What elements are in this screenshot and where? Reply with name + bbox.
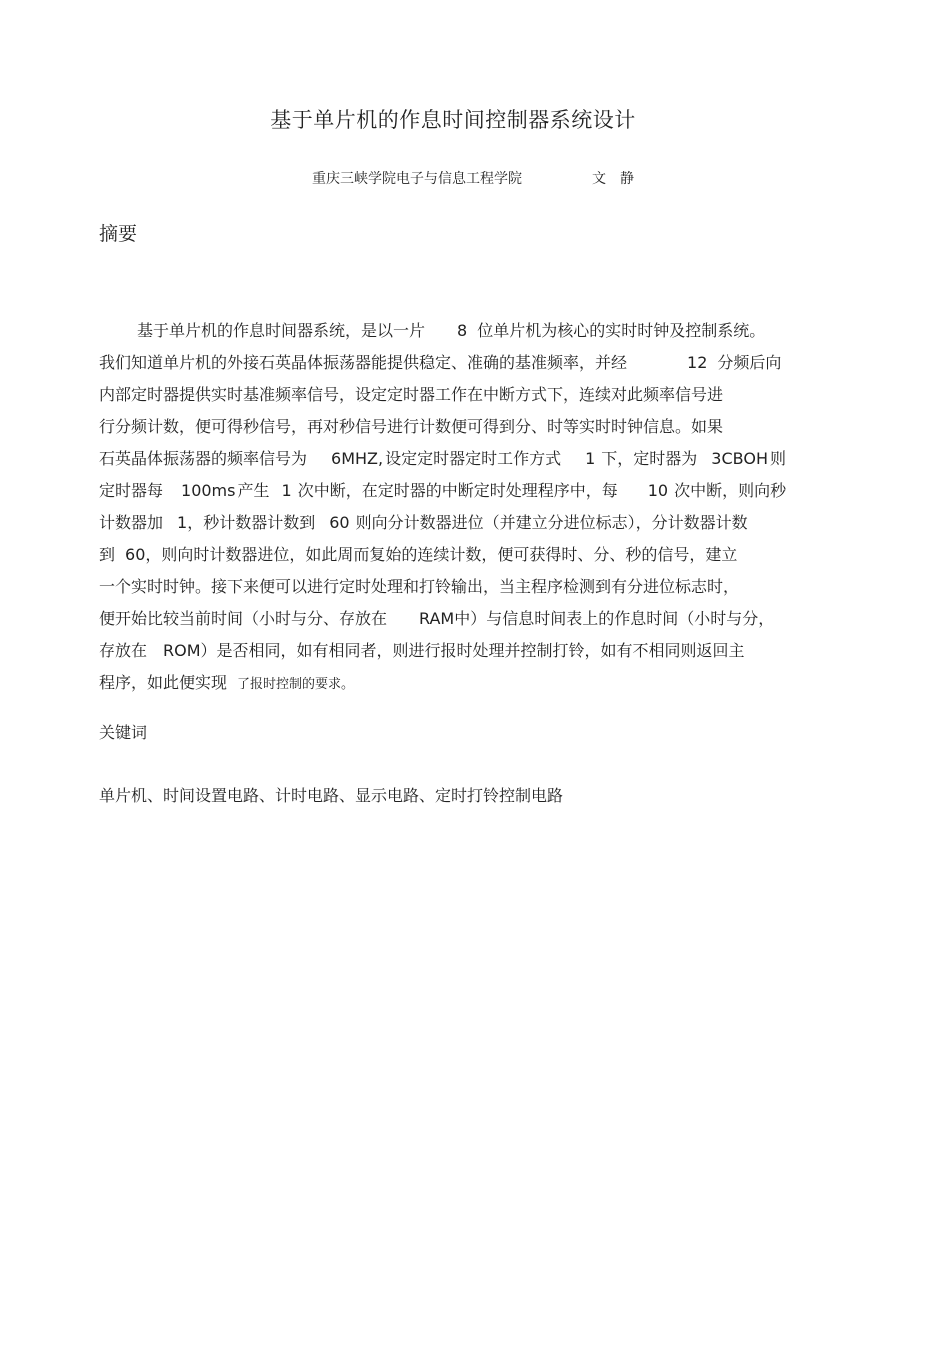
text-run: 石英晶体振荡器的频率信号为 — [99, 449, 308, 468]
text-run: 便开始比较当前时间（小时与分、存放在 — [99, 609, 388, 628]
text-run: 中）与信息时间表上的作息时间（小时与分， — [454, 609, 775, 628]
keywords-heading: 关键词 — [99, 723, 148, 742]
text-run: 60 — [125, 545, 146, 564]
paper-title: 基于单片机的作息时间控制器系统设计 — [270, 108, 636, 132]
text-run: 存放在 — [99, 641, 148, 660]
abstract-line — [99, 574, 739, 600]
text-run: 产生 — [237, 481, 270, 500]
abstract-line — [99, 638, 745, 664]
text-run: 次中断，在定时器的中断定时处理程序中，每 — [297, 481, 618, 500]
text-run: 程序，如此便实现 — [99, 673, 228, 692]
text-run: 1 — [177, 513, 188, 532]
text-run: 位单片机为核心的实时时钟及控制系统。 — [477, 321, 766, 340]
text-run: 内部定时器提供实时基准频率信号，设定定时器工作在中断方式下，连续对此频率信号进 — [99, 385, 724, 404]
text-run: 8 — [457, 321, 468, 340]
text-run: 100ms — [181, 481, 236, 500]
author-name: 文静 — [592, 171, 648, 187]
abstract-line — [99, 350, 781, 376]
text-run: 计数器加 — [99, 513, 164, 532]
text-run: 行分频计数，便可得秒信号，再对秒信号进行计数便可得到分、时等实时时钟信息。如果 — [99, 417, 724, 436]
text-run: 分频后向 — [717, 353, 782, 372]
abstract-line — [99, 414, 723, 440]
text-run: 6MHZ, — [331, 449, 384, 468]
text-run: ）是否相同，如有相同者，则进行报时处理并控制打铃，如有不相同则返回主 — [200, 641, 745, 660]
abstract-line — [99, 478, 786, 504]
text-run: 10 — [647, 481, 669, 500]
text-run: 则向分计数器进位（并建立分进位标志），分计数器计数 — [355, 513, 748, 532]
text-run: 则 — [769, 449, 786, 468]
text-run: 下，定时器为 — [601, 449, 698, 468]
text-run: 设定定时器定时工作方式 — [385, 449, 562, 468]
abstract-line — [99, 670, 354, 696]
text-run: 1 — [585, 449, 596, 468]
abstract-line — [99, 542, 737, 568]
affiliation-line — [312, 168, 648, 188]
text-run: 我们知道单片机的外接石英晶体振荡器能提供稳定、准确的基准频率，并经 — [99, 353, 628, 372]
text-run: 12 — [687, 353, 708, 372]
abstract-line — [99, 446, 786, 472]
text-run: 60 — [329, 513, 350, 532]
affiliation: 重庆三峡学院电子与信息工程学院 — [312, 171, 522, 187]
text-run: 3CBOH — [711, 449, 768, 468]
abstract-line — [99, 606, 774, 632]
text-run: 了报时控制的要求。 — [237, 677, 355, 692]
abstract-line — [99, 510, 748, 536]
text-run: ，秒计数器计数到 — [187, 513, 316, 532]
text-run: 到 — [99, 545, 116, 564]
keywords-list: 单片机、时间设置电路、计时电路、显示电路、定时打铃控制电路 — [99, 786, 564, 805]
text-run: ROM — [163, 641, 201, 660]
text-run: ，则向时计数器进位，如此周而复始的连续计数，便可获得时、分、秒的信号，建立 — [145, 545, 738, 564]
text-run: RAM — [419, 609, 455, 628]
abstract-line — [99, 382, 723, 408]
text-run: 基于单片机的作息时间器系统，是以一片 — [137, 321, 426, 340]
abstract-line — [137, 318, 765, 344]
text-run: 一个实时时钟。接下来便可以进行定时处理和打铃输出，当主程序检测到有分进位标志时， — [99, 577, 740, 596]
text-run: 定时器每 — [99, 481, 164, 500]
text-run: 1 — [281, 481, 292, 500]
text-run: 次中断，则向秒 — [674, 481, 787, 500]
abstract-heading: 摘要 — [99, 223, 138, 245]
